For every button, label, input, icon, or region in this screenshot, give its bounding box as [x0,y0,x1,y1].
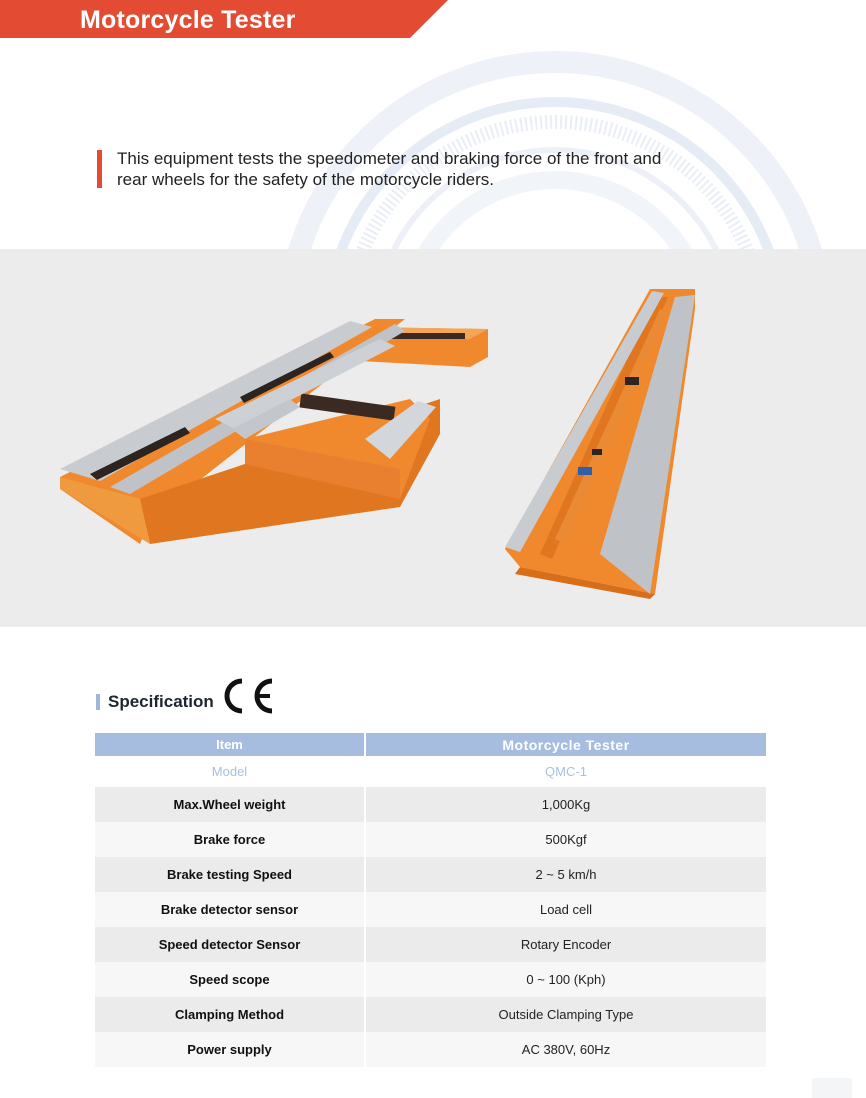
intro-line-2: rear wheels for the safety of the motorcycle riders. [117,170,494,189]
spec-label: Brake testing Speed [95,857,365,892]
spec-value: 1,000Kg [365,787,767,822]
product-photo [0,249,866,627]
spec-label: Brake detector sensor [95,892,365,927]
table-row [95,822,767,857]
page-title: Motorcycle Tester [80,6,296,34]
spec-value: AC 380V, 60Hz [365,1032,767,1067]
intro-description [117,148,737,190]
intro-line-1: This equipment tests the speedometer and braking force of the front and [117,149,662,168]
motorcycle-tester-illustration [0,249,866,627]
intro-accent-bar [97,150,102,188]
spec-label: Speed scope [95,962,365,997]
model-value: QMC-1 [365,756,767,787]
page-corner-tab [812,1078,852,1098]
table-header-row [95,733,767,756]
spec-value: Load cell [365,892,767,927]
spec-value: 0 ~ 100 (Kph) [365,962,767,997]
table-row [95,1032,767,1067]
spec-label: Speed detector Sensor [95,927,365,962]
column-header-item: Item [95,733,365,756]
table-row [95,787,767,822]
column-header-product: Motorcycle Tester [365,733,767,756]
spec-accent-bar [96,694,100,710]
spec-label: Brake force [95,822,365,857]
model-row [95,756,767,787]
table-row [95,892,767,927]
title-banner [0,0,450,40]
ce-mark-icon [220,677,276,715]
table-row [95,857,767,892]
right-tester-unit [505,289,695,599]
specification-heading: Specification [108,692,214,711]
left-tester-unit [60,319,488,544]
spec-label: Power supply [95,1032,365,1067]
spec-label: Max.Wheel weight [95,787,365,822]
table-row [95,927,767,962]
table-row [95,997,767,1032]
table-row [95,962,767,997]
specification-table [95,733,768,1067]
spec-value: 2 ~ 5 km/h [365,857,767,892]
model-label: Model [95,756,365,787]
spec-value: Outside Clamping Type [365,997,767,1032]
spec-value: 500Kgf [365,822,767,857]
spec-value: Rotary Encoder [365,927,767,962]
spec-label: Clamping Method [95,997,365,1032]
